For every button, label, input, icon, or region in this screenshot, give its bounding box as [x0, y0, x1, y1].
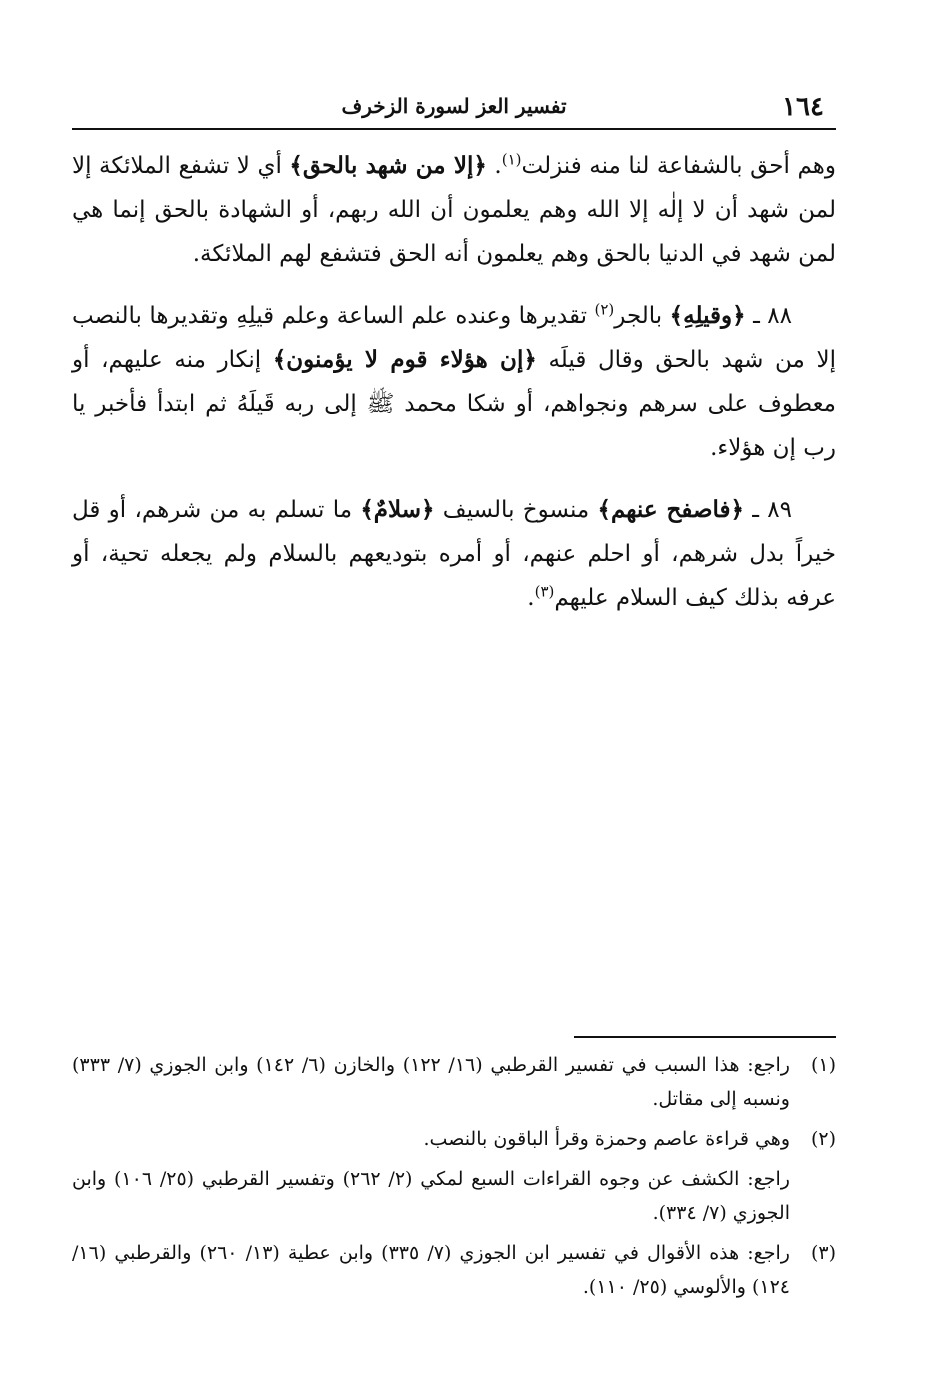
quran-quote: ﴿إلا من شهد بالحق﴾	[289, 152, 487, 179]
quran-quote: ﴿سلامٌ﴾	[360, 496, 435, 523]
paragraph-1	[72, 144, 836, 276]
footnote-ref-3: (٣)	[534, 582, 555, 601]
footnote-text: راجع: هذه الأقوال في تفسير ابن الجوزي (٧/ ٣٣٥) وابن عطية (١٣/ ٢٦٠) والقرطبي (١٦/ ١٢٤) والألوسي (٢٥/ ١١٠).	[72, 1242, 790, 1298]
footnote-number: (٣)	[810, 1242, 836, 1264]
quran-quote: ﴿فاصفح عنهم﴾	[597, 496, 744, 523]
text-segment: إنكار منه عليهم، أو معطوف على سرهم ونجواهم، أو شكا محمد ﷺ إلى ربه قَيلَهُ ثم ابتدأ فأخبر يا رب إن هؤلاء.	[72, 347, 836, 461]
footnotes	[72, 1048, 836, 1310]
running-title: تفسير العز لسورة الزخرف	[341, 94, 567, 118]
text-segment: .	[486, 153, 502, 179]
text-segment: .	[527, 585, 535, 611]
footnote-1	[72, 1048, 836, 1116]
footnote-text: راجع: هذا السبب في تفسير القرطبي (١٦/ ١٢٢) والخازن (٦/ ١٤٢) وابن الجوزي (٧/ ٣٣٣) ونسبه إلى مقاتل.	[72, 1054, 790, 1110]
footnote-3	[72, 1236, 836, 1304]
footnote-ref-1: (١)	[501, 150, 522, 169]
verse-number: ٨٨ ـ	[745, 303, 792, 329]
text-segment: وهم أحق بالشفاعة لنا منه فنزلت	[521, 153, 836, 179]
text-segment: ما تسلم به من شرهم، أو قل خيراً بدل شرهم، أو احلم عنهم، أو أمره بتوديعهم بالسلام ولم يجعله تحية، أو عرفه بذلك كيف السلام عليهم	[72, 497, 836, 611]
main-text	[72, 144, 836, 638]
page-number: ١٦٤	[782, 92, 824, 122]
footnote-text: وهي قراءة عاصم وحمزة وقرأ الباقون بالنصب.	[423, 1128, 790, 1150]
verse-number: ٨٩ ـ	[744, 497, 792, 523]
paragraph-verse-89	[72, 488, 836, 620]
quran-quote: ﴿وقيلِهِ﴾	[669, 302, 746, 329]
footnote-ref-2: (٢)	[594, 300, 615, 319]
footnote-2	[72, 1122, 836, 1156]
book-page	[72, 82, 836, 1322]
footnote-divider	[574, 1036, 836, 1038]
footnote-number: (٢)	[810, 1128, 836, 1150]
footnote-number: (١)	[810, 1054, 836, 1076]
footnote-2-continuation: راجع: الكشف عن وجوه القراءات السبع لمكي (٢/ ٢٦٢) وتفسير القرطبي (٢٥/ ١٠٦) وابن الجوزي (٧/ ٣٣٤).	[72, 1168, 790, 1224]
page-header	[72, 82, 836, 130]
text-segment: أي لا تشفع الملائكة إلا لمن شهد أن لا إلٰه إلا الله وهم يعلمون أن الله ربهم، أو الشهادة بالحق إنما هي لمن شهد في الدنيا بالحق وهم يعلمون أنه الحق فتشفع لهم الملائكة.	[72, 153, 836, 267]
text-segment: منسوخ بالسيف	[434, 497, 598, 523]
paragraph-verse-88	[72, 294, 836, 470]
quran-quote: ﴿إن هؤلاء قوم لا يؤمنون﴾	[272, 346, 537, 373]
text-segment: تقديرها وعنده علم الساعة وعلم قيلِهِ وتقديرها بالنصب إلا من شهد بالحق وقال قيلَه	[72, 303, 836, 373]
text-segment: بالجر	[614, 303, 670, 329]
